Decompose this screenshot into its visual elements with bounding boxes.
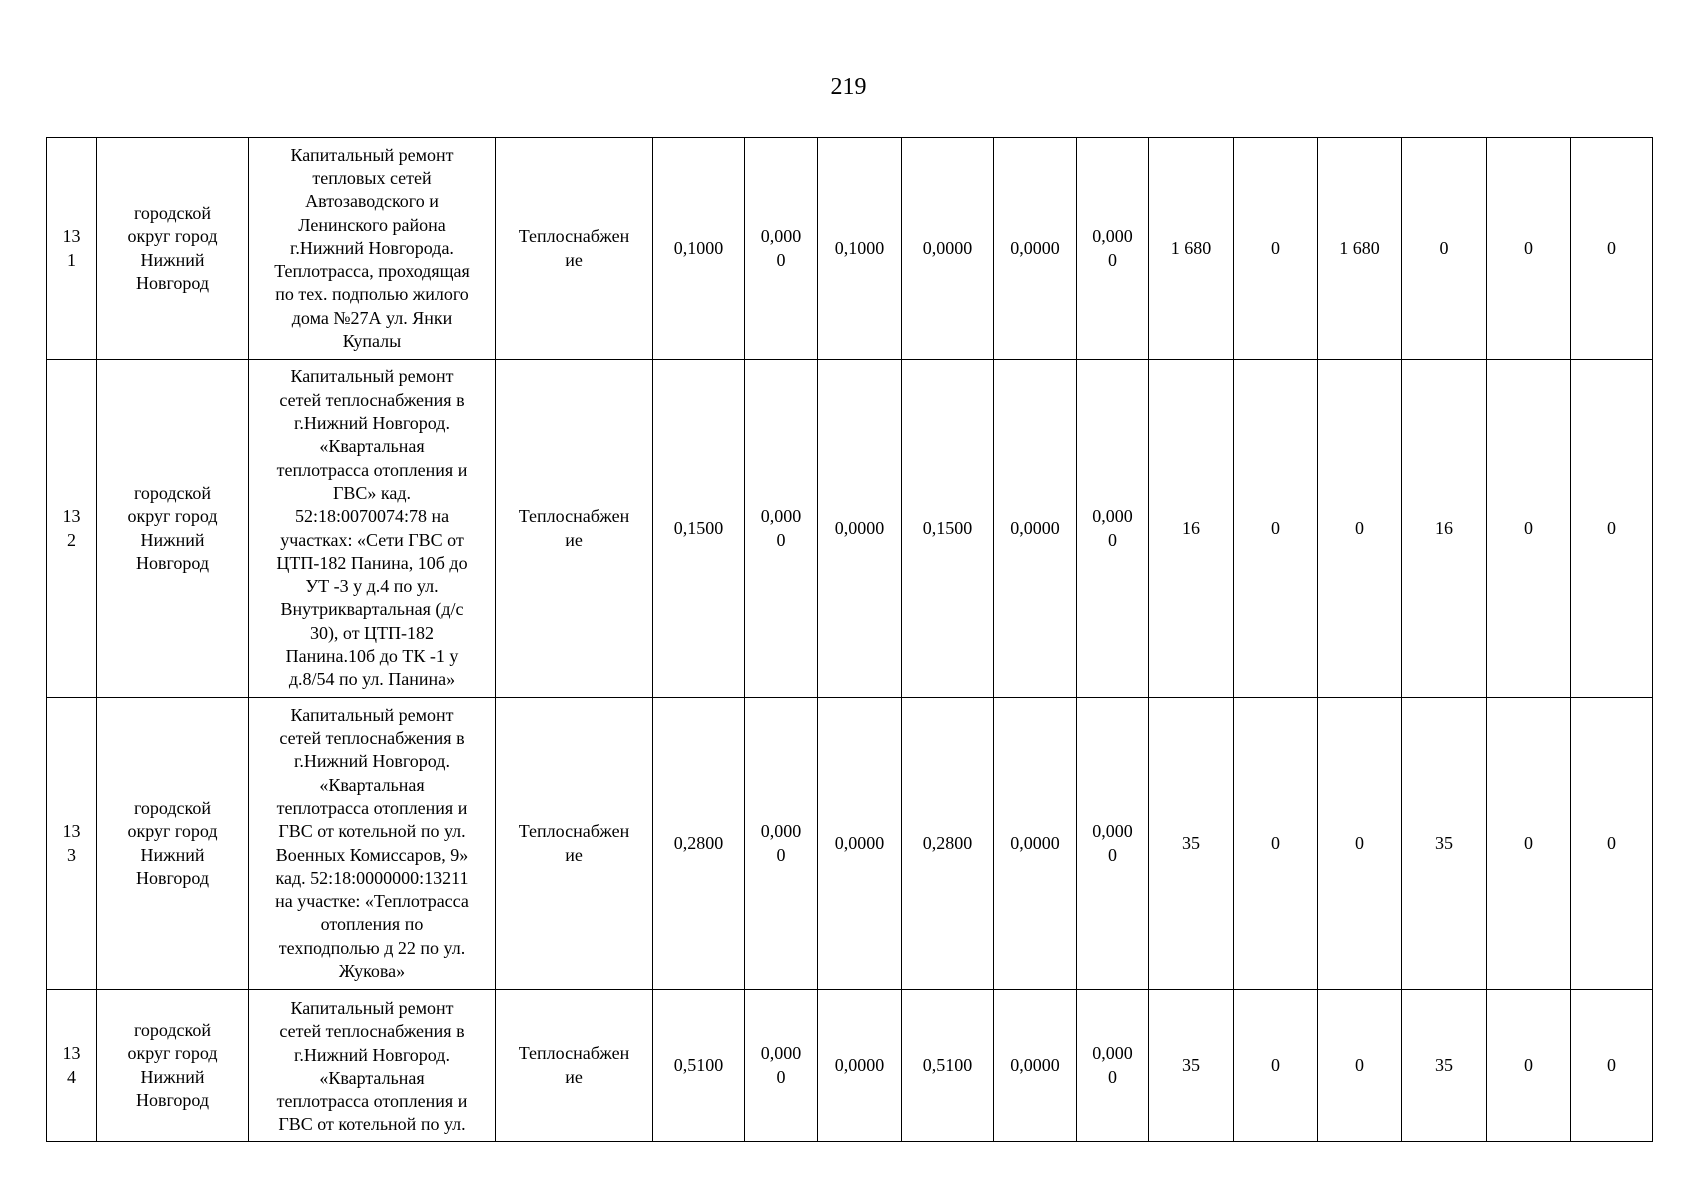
value-cell-10: 0 — [1402, 138, 1487, 360]
value-cell-7: 1 680 — [1149, 138, 1234, 360]
service-type-cell: Теплоснабжен ие — [496, 698, 653, 990]
value-cell-2: 0,000 0 — [745, 360, 818, 698]
value-cell-9: 1 680 — [1318, 138, 1402, 360]
value-cell-4: 0,1500 — [902, 360, 994, 698]
value-cell-6: 0,000 0 — [1077, 990, 1149, 1142]
service-type-cell: Теплоснабжен ие — [496, 360, 653, 698]
value-cell-12: 0 — [1571, 138, 1653, 360]
row-number-cell: 13 4 — [47, 990, 97, 1142]
value-cell-5: 0,0000 — [994, 138, 1077, 360]
municipality-cell: городской округ город Нижний Новгород — [97, 698, 249, 990]
project-description-cell: Капитальный ремонт тепловых сетей Автозаводского и Ленинского района г.Нижний Новгорода. Теплотрасса, проходящая по тех. подполью жилого дома №27А ул. Янки Купалы — [249, 138, 496, 360]
value-cell-3: 0,0000 — [818, 698, 902, 990]
value-cell-8: 0 — [1234, 360, 1318, 698]
value-cell-10: 16 — [1402, 360, 1487, 698]
service-type-cell: Теплоснабжен ие — [496, 138, 653, 360]
value-cell-6: 0,000 0 — [1077, 698, 1149, 990]
value-cell-2: 0,000 0 — [745, 990, 818, 1142]
investment-program-table — [46, 137, 1653, 1142]
value-cell-5: 0,0000 — [994, 360, 1077, 698]
value-cell-10: 35 — [1402, 990, 1487, 1142]
value-cell-3: 0,1000 — [818, 138, 902, 360]
value-cell-11: 0 — [1487, 698, 1571, 990]
row-number-cell: 13 1 — [47, 138, 97, 360]
value-cell-5: 0,0000 — [994, 698, 1077, 990]
municipality-cell: городской округ город Нижний Новгород — [97, 360, 249, 698]
value-cell-2: 0,000 0 — [745, 138, 818, 360]
table-row — [47, 138, 1653, 360]
value-cell-7: 35 — [1149, 698, 1234, 990]
value-cell-8: 0 — [1234, 990, 1318, 1142]
table-row — [47, 360, 1653, 698]
value-cell-9: 0 — [1318, 698, 1402, 990]
value-cell-1: 0,1500 — [653, 360, 745, 698]
value-cell-9: 0 — [1318, 360, 1402, 698]
table-row — [47, 990, 1653, 1142]
row-number-cell: 13 3 — [47, 698, 97, 990]
value-cell-4: 0,5100 — [902, 990, 994, 1142]
project-description-cell: Капитальный ремонт сетей теплоснабжения в г.Нижний Новгород. «Квартальная теплотрасса отопления и ГВС от котельной по ул. — [249, 990, 496, 1142]
value-cell-12: 0 — [1571, 990, 1653, 1142]
value-cell-1: 0,1000 — [653, 138, 745, 360]
municipality-cell: городской округ город Нижний Новгород — [97, 138, 249, 360]
value-cell-12: 0 — [1571, 698, 1653, 990]
project-description-cell: Капитальный ремонт сетей теплоснабжения в г.Нижний Новгород. «Квартальная теплотрасса отопления и ГВС от котельной по ул. Военных Комиссаров, 9» кад. 52:18:0000000:13211 на участке: «Теплотрасса отопления по техподполью д 22 по ул. Жукова» — [249, 698, 496, 990]
value-cell-4: 0,2800 — [902, 698, 994, 990]
value-cell-11: 0 — [1487, 360, 1571, 698]
table-row — [47, 698, 1653, 990]
value-cell-6: 0,000 0 — [1077, 360, 1149, 698]
value-cell-2: 0,000 0 — [745, 698, 818, 990]
service-type-cell: Теплоснабжен ие — [496, 990, 653, 1142]
value-cell-12: 0 — [1571, 360, 1653, 698]
page-number: 219 — [830, 74, 867, 100]
value-cell-10: 35 — [1402, 698, 1487, 990]
row-number-cell: 13 2 — [47, 360, 97, 698]
value-cell-4: 0,0000 — [902, 138, 994, 360]
value-cell-1: 0,2800 — [653, 698, 745, 990]
project-description-cell: Капитальный ремонт сетей теплоснабжения в г.Нижний Новгород. «Квартальная теплотрасса отопления и ГВС» кад. 52:18:0070074:78 на участках: «Сети ГВС от ЦТП-182 Панина, 10б до УТ -3 у д.4 по ул. Внутриквартальная (д/с 30), от ЦТП-182 Панина.10б до ТК -1 у д.8/54 по ул. Панина» — [249, 360, 496, 698]
value-cell-8: 0 — [1234, 138, 1318, 360]
value-cell-11: 0 — [1487, 990, 1571, 1142]
value-cell-3: 0,0000 — [818, 990, 902, 1142]
value-cell-8: 0 — [1234, 698, 1318, 990]
municipality-cell: городской округ город Нижний Новгород — [97, 990, 249, 1142]
value-cell-3: 0,0000 — [818, 360, 902, 698]
value-cell-11: 0 — [1487, 138, 1571, 360]
value-cell-7: 16 — [1149, 360, 1234, 698]
value-cell-5: 0,0000 — [994, 990, 1077, 1142]
value-cell-7: 35 — [1149, 990, 1234, 1142]
value-cell-1: 0,5100 — [653, 990, 745, 1142]
value-cell-6: 0,000 0 — [1077, 138, 1149, 360]
value-cell-9: 0 — [1318, 990, 1402, 1142]
